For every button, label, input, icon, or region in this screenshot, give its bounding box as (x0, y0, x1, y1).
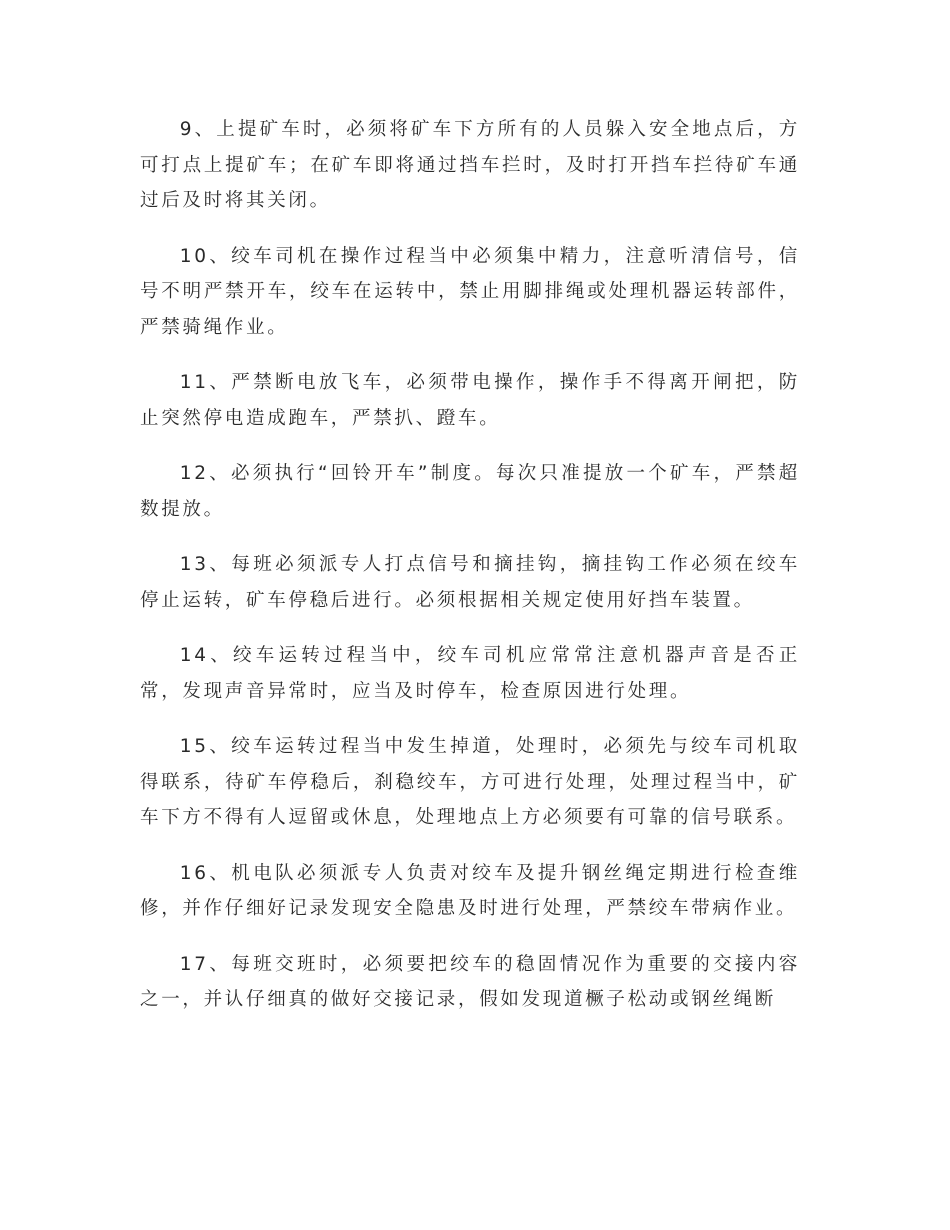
paragraph-11: 11、严禁断电放飞车，必须带电操作，操作手不得离开闸把，防止突然停电造成跑车，严禁扒、蹬车。 (140, 372, 800, 429)
paragraph-13: 13、每班必须派专人打点信号和摘挂钩，摘挂钩工作必须在绞车停止运转，矿车停稳后进行。必须根据相关规定使用好挡车装置。 (140, 554, 800, 611)
paragraph-17: 17、每班交班时，必须要把绞车的稳固情况作为重要的交接内容之一，并认仔细真的做好交接记录，假如发现道橛子松动或钢丝绳断 (140, 953, 800, 1010)
document-body (140, 112, 800, 1038)
paragraph-14: 14、绞车运转过程当中，绞车司机应常常注意机器声音是否正常，发现声音异常时，应当及时停车，检查原因进行处理。 (140, 645, 800, 702)
paragraph-12: 12、必须执行“回铃开车”制度。每次只准提放一个矿车，严禁超数提放。 (140, 463, 800, 520)
paragraph-10: 10、绞车司机在操作过程当中必须集中精力，注意听清信号，信号不明严禁开车，绞车在运转中，禁止用脚排绳或处理机器运转部件，严禁骑绳作业。 (140, 245, 800, 338)
paragraph-16: 16、机电队必须派专人负责对绞车及提升钢丝绳定期进行检查维修，并作仔细好记录发现安全隐患及时进行处理，严禁绞车带病作业。 (140, 862, 800, 919)
paragraph-9: 9、上提矿车时，必须将矿车下方所有的人员躲入安全地点后，方可打点上提矿车；在矿车即将通过挡车拦时，及时打开挡车拦待矿车通过后及时将其关闭。 (140, 119, 800, 211)
paragraph-15: 15、绞车运转过程当中发生掉道，处理时，必须先与绞车司机取得联系，待矿车停稳后，刹稳绞车，方可进行处理，处理过程当中，矿车下方不得有人逗留或休息，处理地点上方必须要有可靠的信号联系。 (140, 736, 800, 828)
